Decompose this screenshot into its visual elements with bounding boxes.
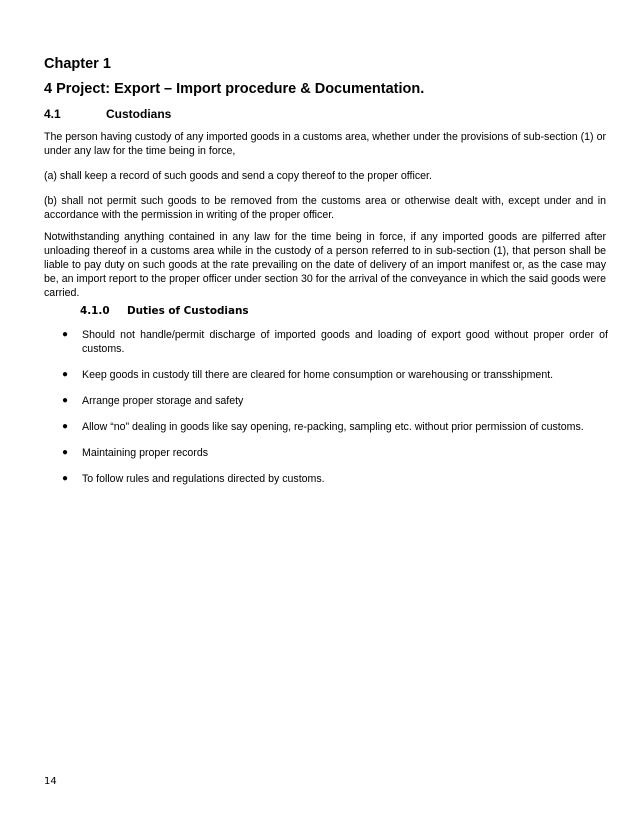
section-number: 4.1	[44, 107, 61, 121]
duty-text: Arrange proper storage and safety	[82, 395, 244, 407]
paragraph-notwithstanding: Notwithstanding anything contained in any law for the time being in force, if any imported goods are pilferred after unloading thereof in a customs area while in the custody of a person referred to in sub-section (1), that person shall be liable to pay duty on such goods at the rate prevailing on the date of delivery of an import manifest or, as the case may be, an import report to the proper officer under section 30 for the arrival of the conveyance in which the said goods were carried.	[44, 231, 606, 299]
chapter-heading: Chapter 1	[44, 56, 111, 72]
paragraph-custody-intro: The person having custody of any imported goods in a customs area, whether under the provisions of sub-section (1) or under any law for the time being in force,	[44, 131, 606, 157]
bullet-icon: ●	[61, 369, 69, 380]
duties-list	[60, 328, 608, 498]
page-number: 14	[44, 776, 57, 787]
duty-text: Keep goods in custody till there are cleared for home consumption or warehousing or transshipment.	[82, 369, 554, 381]
section-heading	[44, 107, 171, 121]
duty-text: Maintaining proper records	[82, 447, 209, 459]
bullet-icon: ●	[61, 395, 69, 406]
subsection-number: 4.1.0	[80, 305, 110, 317]
section-title: Custodians	[106, 107, 172, 121]
bullet-icon: ●	[61, 447, 69, 458]
project-title: 4 Project: Export – Import procedure & Documentation.	[44, 81, 425, 97]
duty-text: To follow rules and regulations directed by customs.	[82, 473, 325, 485]
bullet-icon: ●	[61, 329, 69, 340]
bullet-icon: ●	[61, 473, 69, 484]
list-item	[60, 472, 608, 486]
list-item	[60, 328, 608, 356]
list-item	[60, 446, 608, 460]
list-item	[60, 394, 608, 408]
duty-text: Allow “no” dealing in goods like say opening, re-packing, sampling etc. without prior permission of customs.	[82, 421, 584, 433]
list-item	[60, 420, 608, 434]
duty-text: Should not handle/permit discharge of imported goods and loading of export good without proper order of customs.	[82, 329, 608, 355]
paragraph-clause-a: (a) shall keep a record of such goods and send a copy thereof to the proper officer.	[44, 170, 432, 182]
paragraph-clause-b: (b) shall not permit such goods to be removed from the customs area or otherwise dealt with, except under and in accordance with the permission in writing of the proper officer.	[44, 195, 606, 221]
list-item	[60, 368, 608, 382]
bullet-icon: ●	[61, 421, 69, 432]
subsection-title: Duties of Custodians	[127, 305, 249, 317]
subsection-heading	[80, 305, 249, 317]
